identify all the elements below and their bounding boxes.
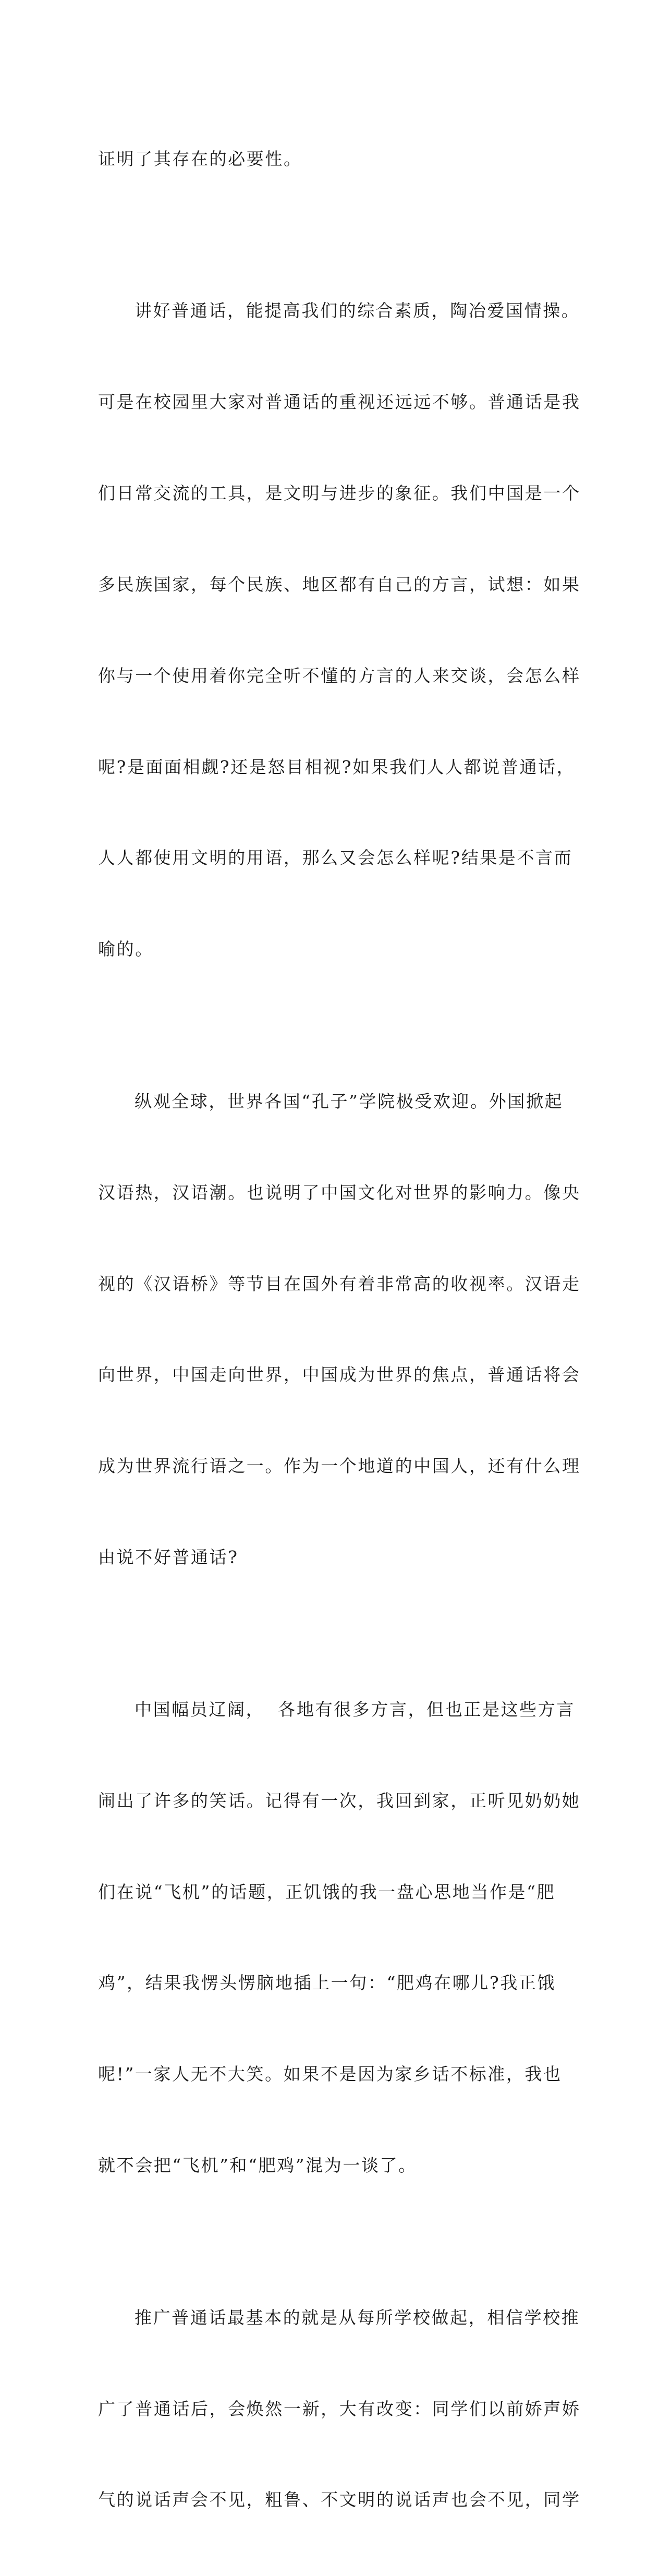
text-line: 视的《汉语桥》等节目在国外有着非常高的收视率。汉语走 xyxy=(98,1273,581,1294)
text-line: 成为世界流行语之一。作为一个地道的中国人，还有什么理 xyxy=(98,1456,581,1477)
paragraph-5 xyxy=(98,2242,581,2576)
text-line: 推广普通话最基本的就是从每所学校做起，相信学校推 xyxy=(135,2307,580,2328)
paragraph-4 xyxy=(98,1634,581,2242)
text-line: 呢!”一家人无不大笑。如果不是因为家乡话不标准，我也 xyxy=(98,2064,562,2085)
paragraph-1 xyxy=(98,83,557,235)
text-line: 证明了其存在的必要性。 xyxy=(98,148,302,169)
text-line: 们在说“飞机”的话题，正饥饿的我一盘心思地当作是“肥 xyxy=(98,1881,556,1902)
text-line: 多民族国家，每个民族、地区都有自己的方言，试想：如果 xyxy=(98,574,581,595)
text-line: 气的说话声会不见，粗鲁、不文明的说话声也会不见，同学 xyxy=(98,2489,581,2510)
text-line: 闹出了许多的笑话。记得有一次，我回到家，正听见奶奶她 xyxy=(98,1790,581,1811)
text-line: 讲好普通话，能提高我们的综合素质，陶冶爱国情操。 xyxy=(135,300,580,321)
text-line: 呢?是面面相觑?还是怒目相视?如果我们人人都说普通话， xyxy=(98,756,576,777)
paragraph-2 xyxy=(98,235,581,1025)
text-line: 可是在校园里大家对普通话的重视还远远不够。普通话是我 xyxy=(98,391,581,412)
text-line: 中国幅员辽阔， 各地有很多方言，但也正是这些方言 xyxy=(135,1699,575,1720)
text-line: 人人都使用文明的用语，那么又会怎么样呢?结果是不言而 xyxy=(98,848,573,868)
text-line: 你与一个使用着你完全听不懂的方言的人来交谈，会怎么样 xyxy=(98,665,581,686)
text-line: 汉语热，汉语潮。也说明了中国文化对世界的影响力。像央 xyxy=(98,1182,581,1203)
text-line: 喻的。 xyxy=(98,939,154,960)
text-line: 就不会把“飞机”和“肥鸡”混为一谈了。 xyxy=(98,2155,417,2176)
document-body xyxy=(98,83,581,2576)
text-line: 由说不好普通话? xyxy=(98,1547,239,1568)
text-line: 广了普通话后，会焕然一新，大有改变：同学们以前娇声娇 xyxy=(98,2398,581,2419)
paragraph-3 xyxy=(98,1025,581,1634)
text-line: 们日常交流的工具，是文明与进步的象征。我们中国是一个 xyxy=(98,482,581,503)
text-line: 向世界，中国走向世界，中国成为世界的焦点，普通话将会 xyxy=(98,1364,581,1385)
text-line: 纵观全球，世界各国“孔子”学院极受欢迎。外国掀起 xyxy=(135,1091,564,1111)
text-line: 鸡”，结果我愣头愣脑地插上一句：“肥鸡在哪儿?我正饿 xyxy=(98,1973,556,1993)
